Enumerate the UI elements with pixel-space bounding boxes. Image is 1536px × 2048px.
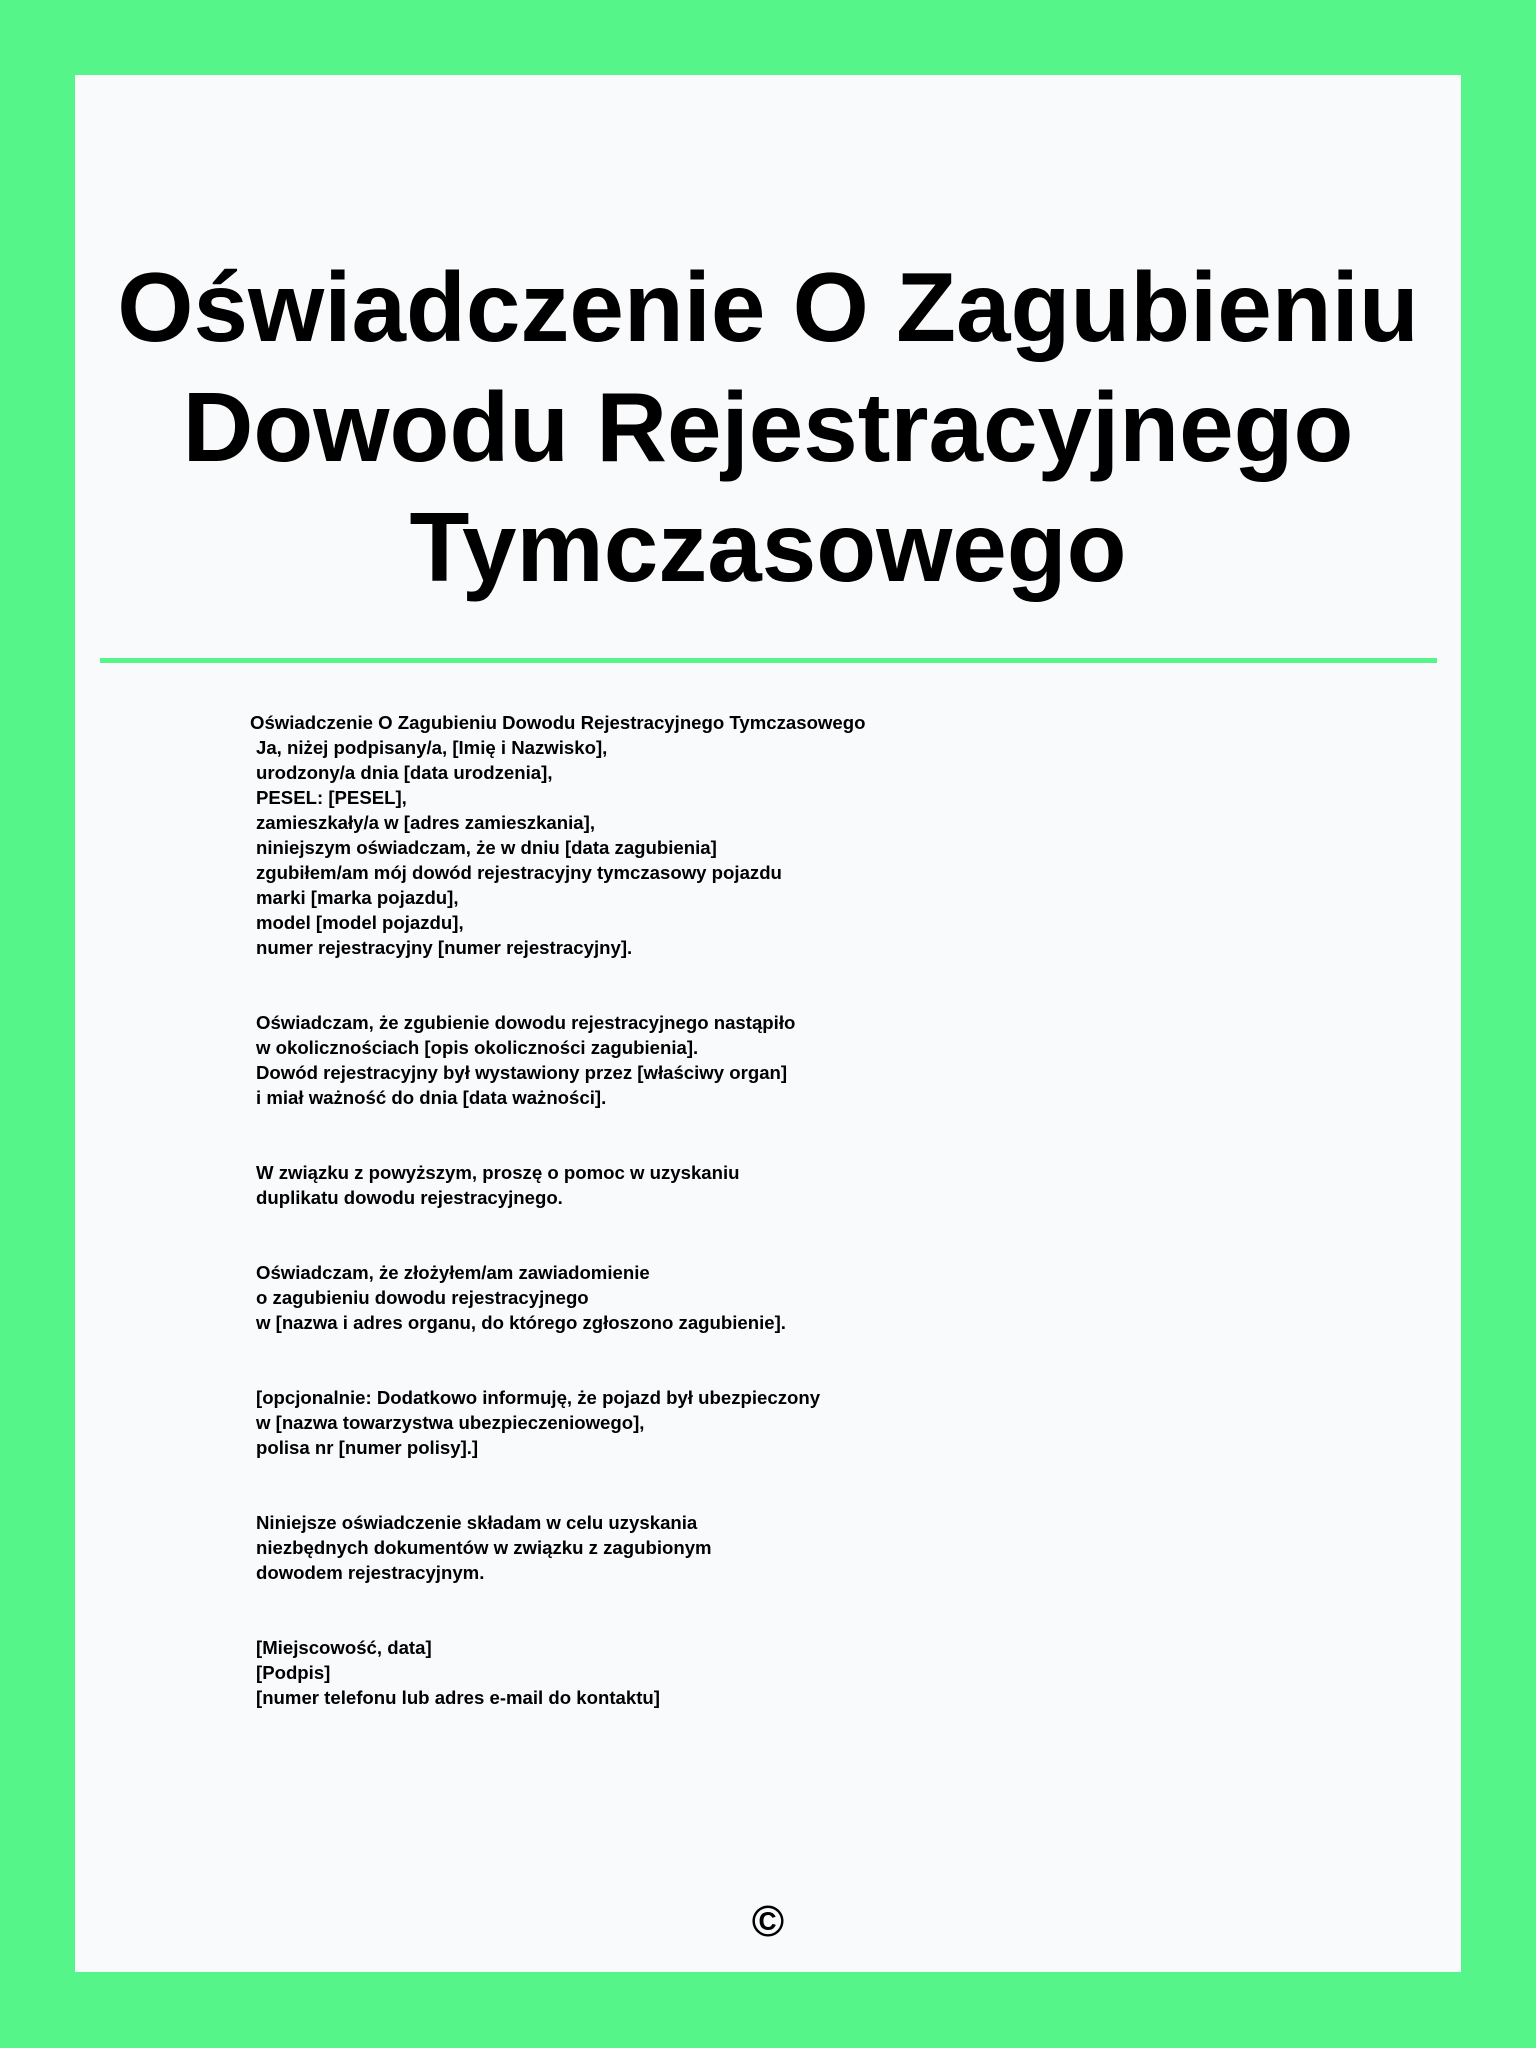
statement-paragraph xyxy=(256,1160,1250,1210)
document-sheet xyxy=(75,75,1461,1972)
statement-line: Ja, niżej podpisany/a, [Imię i Nazwisko], xyxy=(256,737,608,758)
statement-line: [Miejscowość, data] xyxy=(256,1637,432,1658)
statement-line: Oświadczam, że złożyłem/am zawiadomienie xyxy=(256,1262,650,1283)
statement-line: PESEL: [PESEL], xyxy=(256,787,407,808)
statement-line: w [nazwa towarzystwa ubezpieczeniowego], xyxy=(256,1412,645,1433)
statement-line: urodzony/a dnia [data urodzenia], xyxy=(256,762,553,783)
statement-paragraph xyxy=(256,1510,1250,1585)
statement-line: Oświadczam, że zgubienie dowodu rejestracyjnego nastąpiło xyxy=(256,1012,796,1033)
statement-line: dowodem rejestracyjnym. xyxy=(256,1562,485,1583)
document-body xyxy=(250,710,1250,1710)
statement-line: niniejszym oświadczam, że w dniu [data zagubienia] xyxy=(256,837,717,858)
statement-line: i miał ważność do dnia [data ważności]. xyxy=(256,1087,607,1108)
statement-line: Dowód rejestracyjny był wystawiony przez [właściwy organ] xyxy=(256,1062,788,1083)
statement-paragraph xyxy=(256,1385,1250,1460)
statement-line: w [nazwa i adres organu, do którego zgłoszono zagubienie]. xyxy=(256,1312,786,1333)
statement-paragraph xyxy=(256,735,1250,960)
statement-paragraph xyxy=(256,1635,1250,1710)
copyright-symbol: © xyxy=(751,1897,785,1946)
statement-line: [Podpis] xyxy=(256,1662,331,1683)
statement-paragraph xyxy=(256,1010,1250,1110)
statement-line: Niniejsze oświadczenie składam w celu uzyskania xyxy=(256,1512,698,1533)
statement-line: niezbędnych dokumentów w związku z zagubionym xyxy=(256,1537,712,1558)
statement-line: zgubiłem/am mój dowód rejestracyjny tymczasowy pojazdu xyxy=(256,862,782,883)
statement-line: W związku z powyższym, proszę o pomoc w uzyskaniu xyxy=(256,1162,740,1183)
statement-line: o zagubieniu dowodu rejestracyjnego xyxy=(256,1287,589,1308)
statement-line: [opcjonalnie: Dodatkowo informuję, że pojazd był ubezpieczony xyxy=(256,1387,821,1408)
statement-line: [numer telefonu lub adres e-mail do kontaktu] xyxy=(256,1687,660,1708)
page-title: Oświadczenie O Zagubieniu Dowodu Rejestracyjnego Tymczasowego xyxy=(117,252,1419,602)
statement-line: duplikatu dowodu rejestracyjnego. xyxy=(256,1187,563,1208)
statement-line: w okolicznościach [opis okoliczności zagubienia]. xyxy=(256,1037,699,1058)
statement-line: marki [marka pojazdu], xyxy=(256,887,459,908)
statement-line: polisa nr [numer polisy].] xyxy=(256,1437,479,1458)
document-heading: Oświadczenie O Zagubieniu Dowodu Rejestracyjnego Tymczasowego xyxy=(250,712,866,733)
statement-line: numer rejestracyjny [numer rejestracyjny]. xyxy=(256,937,633,958)
statement-paragraph xyxy=(256,1260,1250,1335)
statement-line: model [model pojazdu], xyxy=(256,912,464,933)
title-divider xyxy=(100,658,1437,663)
statement-paragraphs xyxy=(250,735,1250,1710)
statement-line: zamieszkały/a w [adres zamieszkania], xyxy=(256,812,595,833)
